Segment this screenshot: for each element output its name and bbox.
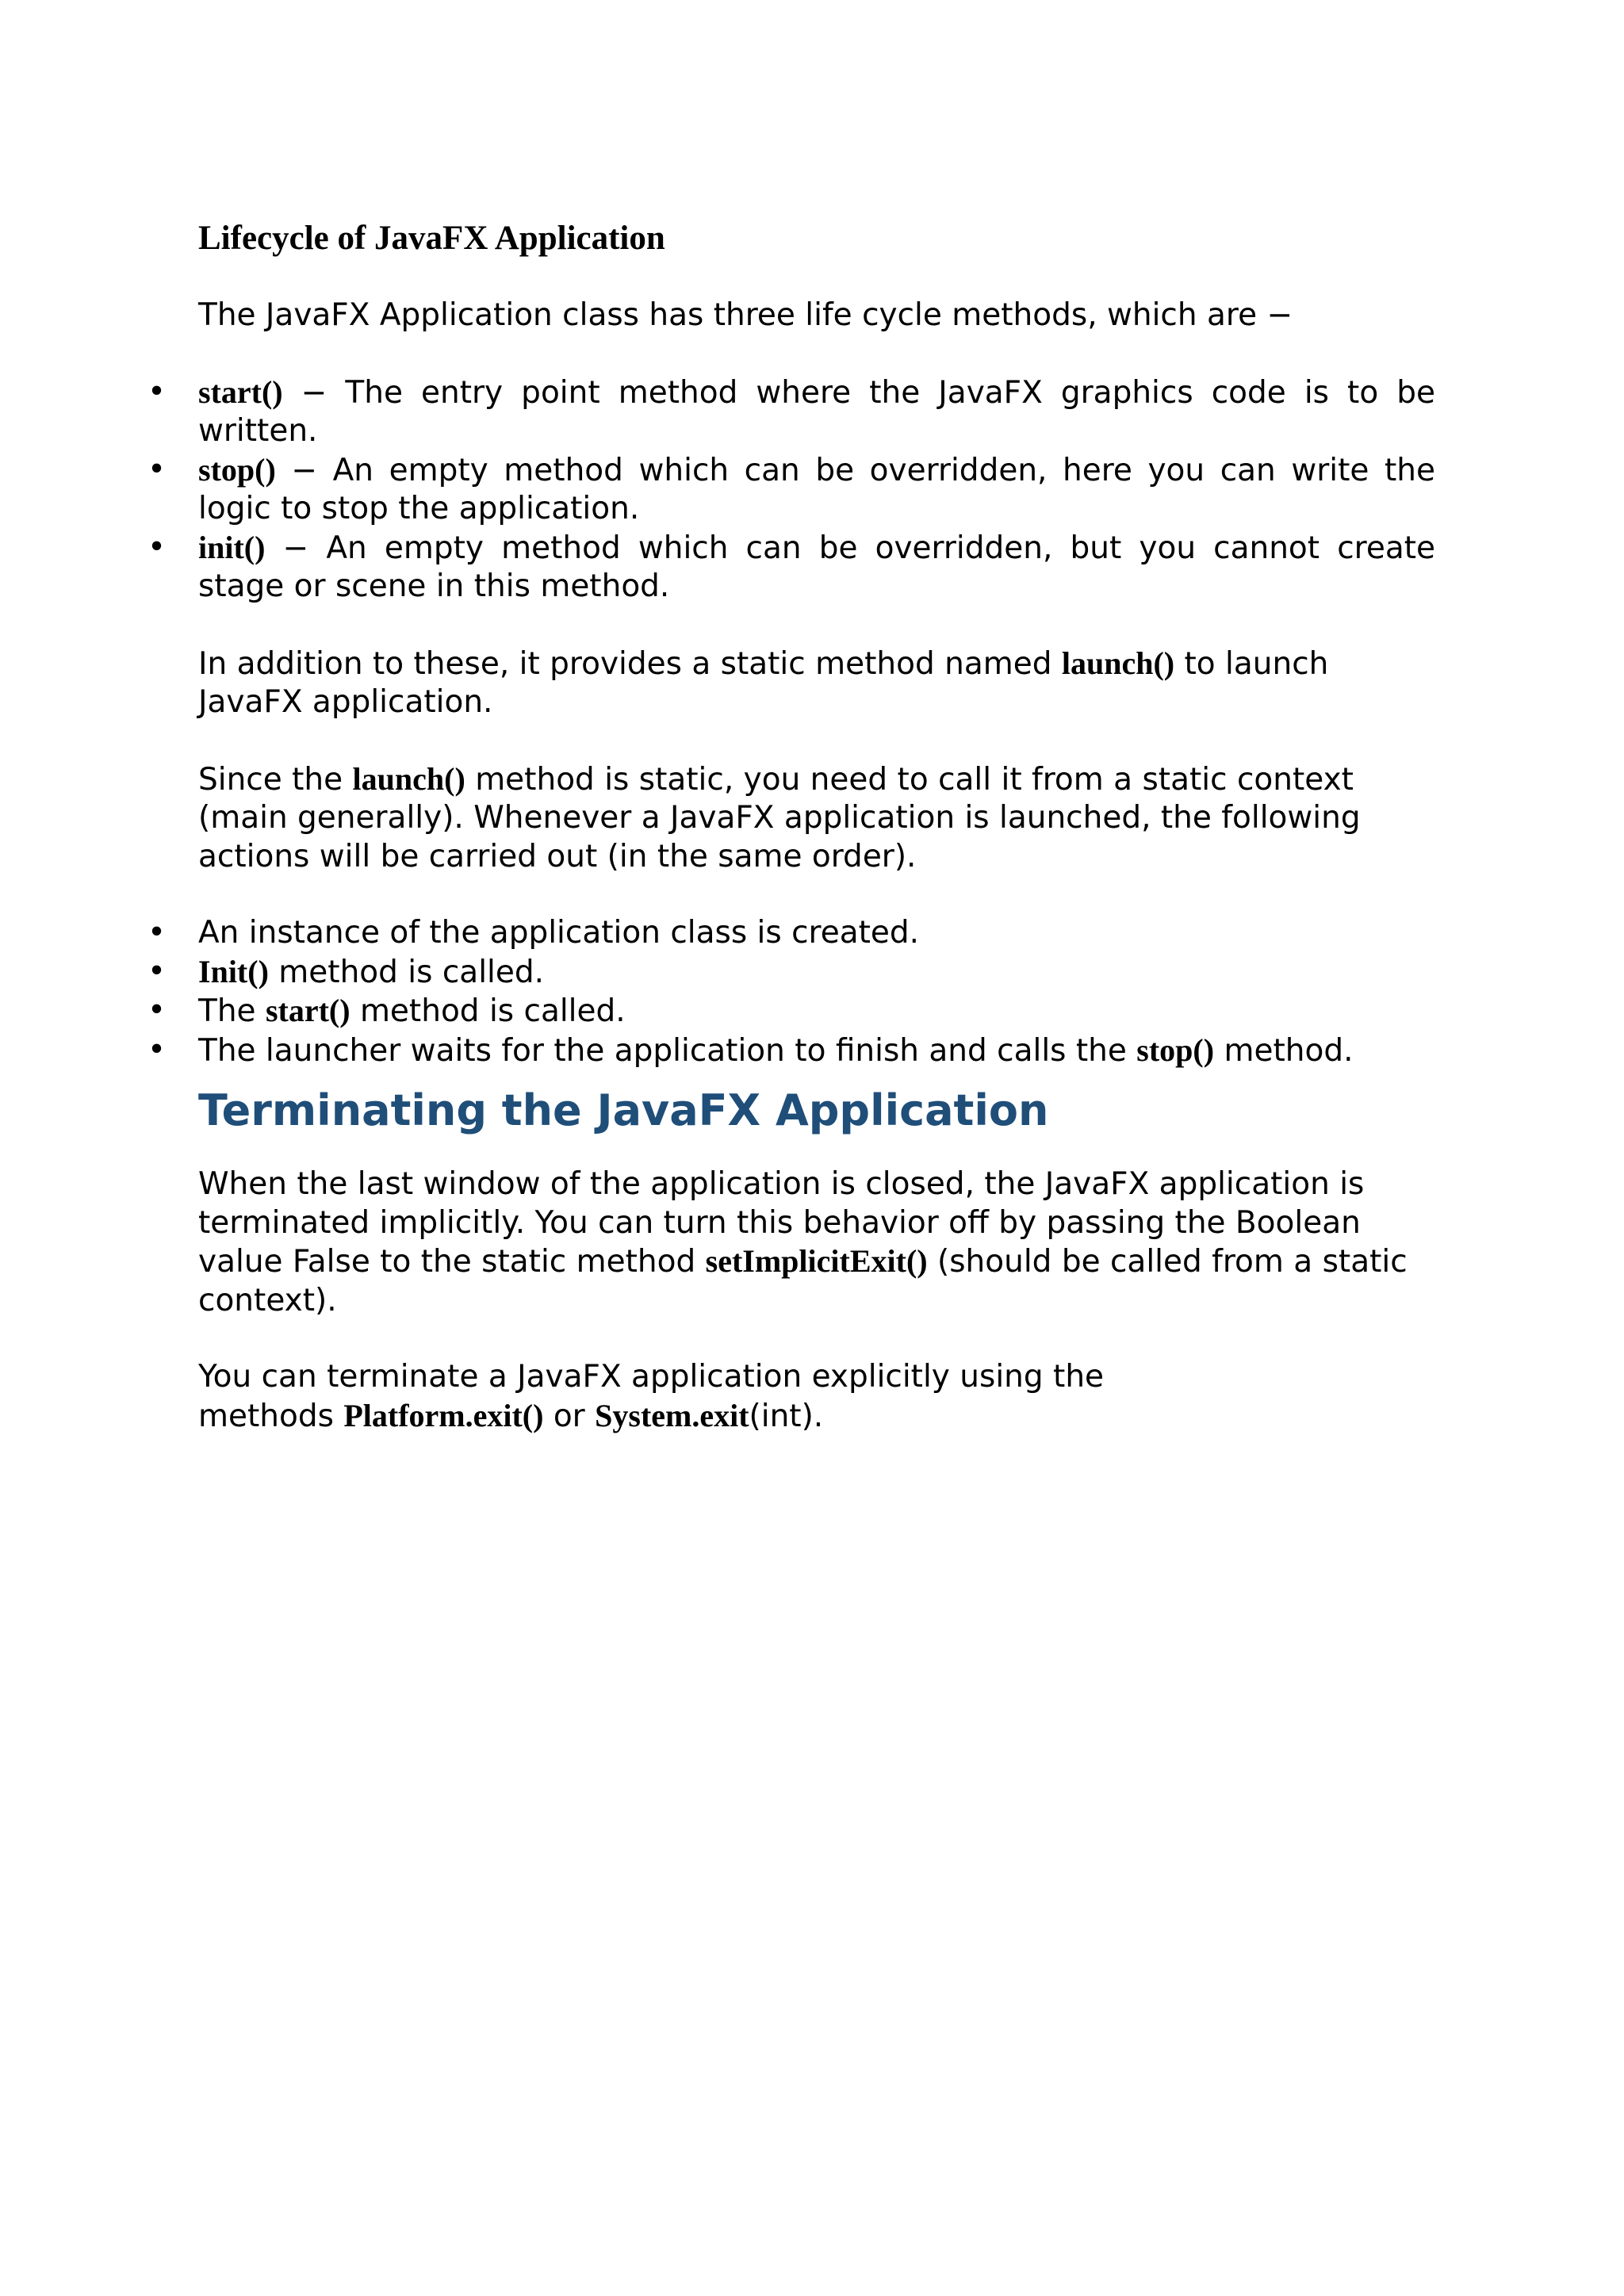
method-name-init: init() xyxy=(198,529,266,565)
implicit-exit-paragraph: When the last window of the application is closed, the JavaFX application is terminated implicitly. You can turn this behavior off by passing the Boolean value False to the static method setImplicitExit() (should be called from a static context). xyxy=(198,1166,1408,1318)
bullet-icon: • xyxy=(147,1031,167,1068)
bullet-icon: • xyxy=(147,373,167,410)
list-item-start xyxy=(147,373,1435,451)
bullet-icon: • xyxy=(147,915,167,951)
intro-paragraph: The JavaFX Application class has three life cycle methods, which are − xyxy=(198,297,1293,333)
document-page xyxy=(147,219,1435,1436)
code-launch: launch() xyxy=(352,760,465,797)
launch-paragraph: In addition to these, it provides a static method named launch() to launch JavaFX application. xyxy=(198,645,1329,720)
lifecycle-methods-list xyxy=(147,373,1435,607)
list-item: • Init() method is called. xyxy=(147,953,545,990)
code-launch: launch() xyxy=(1061,645,1175,681)
code-system-exit: System.exit xyxy=(595,1397,749,1433)
list-item: • An instance of the application class is created. xyxy=(198,914,1435,953)
code-setimplicitexit: setImplicitExit() xyxy=(705,1243,928,1279)
section-heading-terminating: Terminating the JavaFX Application xyxy=(198,1085,1049,1135)
bullet-icon: • xyxy=(147,451,167,488)
method-desc-stop: − An empty method which can be overridden, here you can write the logic to stop the application. xyxy=(198,452,1435,526)
list-item: • The launcher waits for the application to finish and calls the stop() method. xyxy=(147,1031,1354,1069)
method-name-stop: stop() xyxy=(198,451,276,488)
section-heading-lifecycle: Lifecycle of JavaFX Application xyxy=(198,220,665,257)
launch-steps-list xyxy=(147,914,1435,1070)
list-item-init xyxy=(147,529,1435,607)
list-item-stop xyxy=(147,451,1435,529)
explicit-exit-paragraph: You can terminate a JavaFX application explicitly using the methods Platform.exit() or System.exit(int). xyxy=(198,1359,1105,1434)
method-desc-start: − The entry point method where the JavaFX graphics code is to be written. xyxy=(198,374,1435,449)
method-name-start: start() xyxy=(198,373,283,410)
bullet-icon: • xyxy=(147,993,167,1028)
method-desc-init: − An empty method which can be overridden, but you cannot create stage or scene in this method. xyxy=(198,530,1435,604)
static-context-paragraph: Since the launch() method is static, you need to call it from a static context (main generally). Whenever a JavaFX application is launched, the following actions will be carried out (in the same order). xyxy=(198,760,1361,874)
bullet-icon: • xyxy=(147,953,167,989)
bullet-icon: • xyxy=(147,529,167,565)
list-item: • The start() method is called. xyxy=(147,993,626,1029)
code-platform-exit: Platform.exit() xyxy=(343,1397,544,1433)
